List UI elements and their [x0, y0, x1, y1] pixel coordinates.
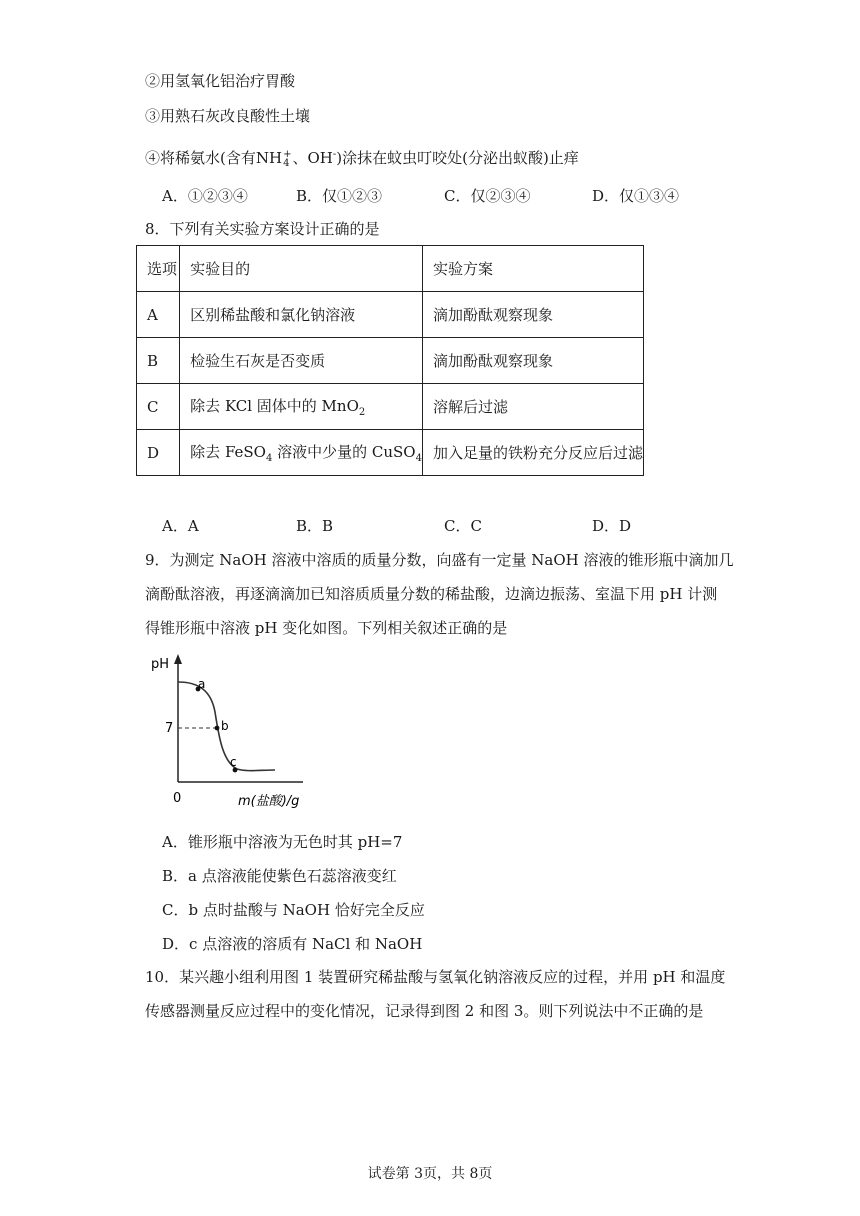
q10-stem-line-1: 10．某兴趣小组利用图 1 装置研究稀盐酸与氢氧化钠溶液反应的过程，并用 pH 和温度: [145, 968, 726, 986]
table-row: [137, 292, 644, 338]
table-row: [137, 384, 644, 430]
q8-stem: 8．下列有关实验方案设计正确的是: [145, 220, 380, 238]
table-header-row: [137, 246, 644, 292]
hydroxide-charge: -: [332, 149, 337, 160]
q8-table: [136, 245, 644, 476]
q10-stem-line-2: 传感器测量反应过程中的变化情况，记录得到图 2 和图 3。则下列说法中不正确的是: [145, 1002, 704, 1020]
row-d-plan: 加入足量的铁粉充分反应后过滤: [422, 430, 643, 476]
q9-option-d: D．c 点溶液的溶质有 NaCl 和 NaOH: [162, 935, 423, 953]
row-b-plan: 滴加酚酞观察现象: [422, 338, 643, 384]
row-c-option: C: [137, 384, 180, 430]
row-a-plan: 滴加酚酞观察现象: [422, 292, 643, 338]
x-axis-label: m(盐酸)/g: [238, 794, 300, 809]
row-b-purpose: 检验生石灰是否变质: [180, 338, 423, 384]
q8-option-c: C．C: [444, 517, 482, 535]
row-c-purpose-text: 除去 KCl 固体中的 MnO: [190, 397, 359, 415]
row-c-plan: 溶解后过滤: [422, 384, 643, 430]
q8-option-d: D．D: [592, 517, 632, 535]
y-axis-label: pH: [151, 657, 170, 672]
q9-stem-line-2: 滴酚酞溶液，再逐滴滴加已知溶质质量分数的稀盐酸，边滴边振荡、室温下用 pH 计测: [145, 585, 718, 603]
y-tick-7: 7: [165, 721, 174, 736]
page-footer: 试卷第 3页，共 8页: [367, 1166, 493, 1182]
row-d-purpose-text2: 溶液中少量的 CuSO: [272, 443, 416, 461]
ph-chart: [143, 650, 323, 810]
point-c-label: c: [230, 755, 237, 769]
q9-option-a: A．锥形瓶中溶液为无色时其 pH=7: [162, 833, 403, 851]
ammonium-subscript: 4: [283, 158, 290, 169]
row-d-option: D: [137, 430, 180, 476]
row-d-subscript2: 4: [415, 453, 422, 464]
origin-label: 0: [173, 791, 182, 806]
row-a-purpose: 区别稀盐酸和氯化钠溶液: [180, 292, 423, 338]
table-row: [137, 338, 644, 384]
q8-option-a: A．A: [162, 517, 199, 535]
point-a-label: a: [198, 677, 206, 691]
q8-option-b: B．B: [296, 517, 334, 535]
row-a-option: A: [137, 292, 180, 338]
q9-option-c: C．b 点时盐酸与 NaOH 恰好完全反应: [162, 901, 425, 919]
q7-option-d: D．仅①③④: [592, 187, 680, 205]
point-b-label: b: [221, 719, 229, 733]
ammonium-charge: +: [283, 149, 292, 160]
row-d-purpose: [180, 430, 423, 476]
ammonium-script: [283, 150, 291, 168]
q9-option-b: B．a 点溶液能使紫色石蕊溶液变红: [162, 867, 397, 885]
table-row: [137, 430, 644, 476]
q9-stem-line-3: 得锥形瓶中溶液 pH 变化如图。下列相关叙述正确的是: [145, 619, 508, 637]
row-c-purpose: [180, 384, 423, 430]
statement-4-part2: 、OH: [292, 149, 333, 167]
header-purpose: 实验目的: [180, 246, 423, 292]
statement-4-part3: )涂抹在蚊虫叮咬处(分泌出蚁酸)止痒: [336, 149, 579, 167]
row-b-option: B: [137, 338, 180, 384]
statement-4: [145, 145, 579, 168]
q7-option-c: C．仅②③④: [444, 187, 531, 205]
q7-option-b: B．仅①②③: [296, 187, 383, 205]
header-plan: 实验方案: [422, 246, 643, 292]
q7-option-a: A．①②③④: [162, 187, 248, 205]
row-c-subscript: 2: [358, 407, 366, 418]
statement-3: ③用熟石灰改良酸性土壤: [145, 107, 311, 125]
row-d-subscript1: 4: [265, 453, 273, 464]
q9-stem-line-1: 9．为测定 NaOH 溶液中溶质的质量分数，向盛有一定量 NaOH 溶液的锥形瓶中滴加几: [145, 551, 734, 569]
statement-2: ②用氢氧化铝治疗胃酸: [145, 72, 296, 90]
row-d-purpose-text1: 除去 FeSO: [190, 443, 266, 461]
statement-4-part1: ④将稀氨水(含有NH: [145, 149, 283, 167]
point-b: [215, 726, 220, 731]
header-option: 选项: [137, 246, 180, 292]
y-axis-arrow: [174, 654, 182, 664]
